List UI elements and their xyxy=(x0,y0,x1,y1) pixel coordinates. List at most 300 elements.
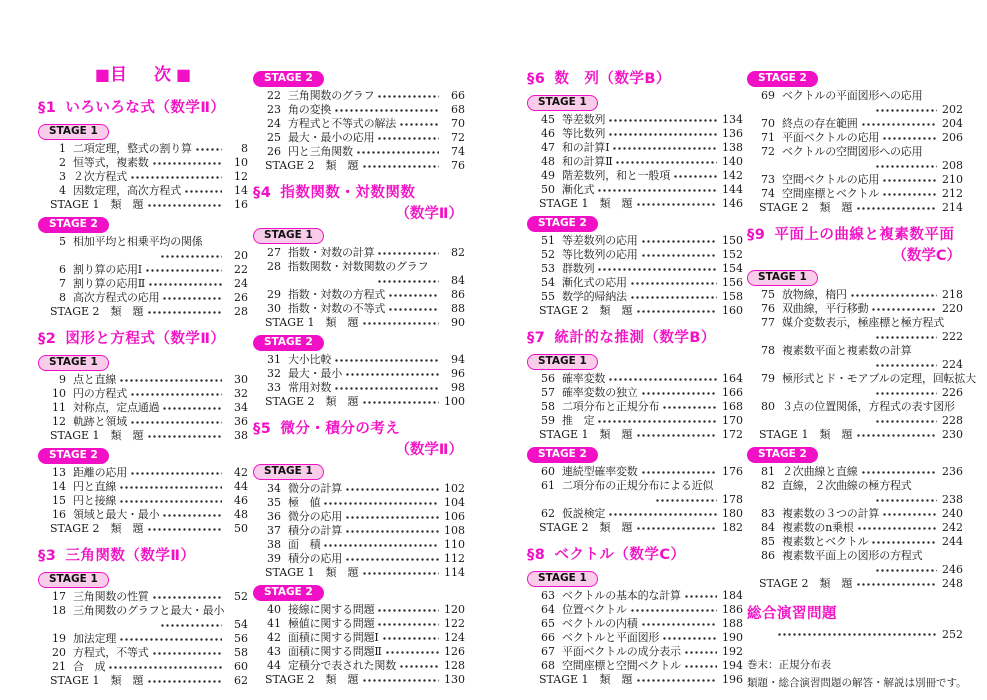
entry-number: 72 xyxy=(761,145,775,158)
dotted-leader xyxy=(875,106,937,115)
section-subject: （数学C） xyxy=(614,547,686,563)
page-number: 114 xyxy=(444,566,465,579)
page-number: 246 xyxy=(942,563,963,576)
page-number: 50 xyxy=(234,522,248,535)
entry-number: 24 xyxy=(267,117,281,130)
entry-number: 3 xyxy=(59,170,66,183)
entry-number: 25 xyxy=(267,131,281,144)
page-number: 32 xyxy=(234,387,248,400)
page-number: 34 xyxy=(234,401,248,414)
entry-number: 45 xyxy=(541,113,555,126)
entry-number: 31 xyxy=(267,353,281,366)
entry-number: 20 xyxy=(52,646,66,659)
entry-title: 複素数とベクトル xyxy=(782,535,869,548)
entry-number: 60 xyxy=(541,465,555,478)
page-number: 48 xyxy=(234,508,248,521)
page-number: 42 xyxy=(234,466,248,479)
page-number: 178 xyxy=(722,493,743,506)
entry-number: 66 xyxy=(541,631,555,644)
page-number: 76 xyxy=(451,159,465,172)
stage-badge: STAGE 1 xyxy=(527,95,598,111)
page-number: 184 xyxy=(722,589,743,602)
similar-problems-label: STAGE 1 類 題 xyxy=(265,316,359,329)
page-number: 58 xyxy=(234,646,248,659)
entry-title: 和の計算Ⅰ xyxy=(562,141,610,154)
page-number: 94 xyxy=(451,353,465,366)
dotted-leader xyxy=(130,418,222,427)
page-number: 24 xyxy=(234,277,248,290)
dotted-leader xyxy=(875,417,937,426)
section-title: いろいろな式 xyxy=(65,100,156,116)
entry-title: 面 積 xyxy=(288,538,321,551)
dotted-leader xyxy=(377,92,439,101)
page-number: 138 xyxy=(722,141,743,154)
dotted-leader xyxy=(334,106,439,115)
entry-number: 50 xyxy=(541,183,555,196)
stage-badge-row xyxy=(527,351,743,370)
entry-number: 56 xyxy=(541,372,555,385)
toc-entry xyxy=(747,549,963,563)
section-title: 三角関数 xyxy=(65,548,126,564)
page-number: 136 xyxy=(722,127,743,140)
dotted-leader xyxy=(184,187,222,196)
section-number: §1 xyxy=(38,100,57,116)
toc-entry xyxy=(253,645,465,659)
toc-entry xyxy=(747,400,963,414)
entry-title: 面積に関する問題Ⅱ xyxy=(288,645,382,658)
dotted-leader xyxy=(615,158,717,167)
stage-badge-row xyxy=(253,461,465,480)
entry-number: 70 xyxy=(761,117,775,130)
dotted-leader xyxy=(388,291,439,300)
entry-title: 軌跡と領域 xyxy=(73,415,127,428)
page-number: 68 xyxy=(451,103,465,116)
entry-number: 35 xyxy=(267,496,281,509)
entry-number: 77 xyxy=(761,316,775,329)
page-number: 176 xyxy=(722,465,743,478)
stage-badge-row xyxy=(38,121,248,140)
entry-title: 極 値 xyxy=(288,496,321,509)
entry-number: 5 xyxy=(59,235,66,248)
similar-problems-label: STAGE 2 類 題 xyxy=(265,159,359,172)
toc-entry xyxy=(38,373,248,387)
page-number: 102 xyxy=(444,482,465,495)
page-number: 100 xyxy=(444,395,465,408)
dotted-leader xyxy=(345,513,439,522)
entry-title: 加法定理 xyxy=(73,632,117,645)
entry-title: 連続型確率変数 xyxy=(562,465,638,478)
stage-badge: STAGE 1 xyxy=(527,354,598,370)
similar-problems-row xyxy=(747,577,963,591)
dotted-leader xyxy=(362,162,439,171)
entry-number: 2 xyxy=(59,156,66,169)
entry-number: 6 xyxy=(59,263,66,276)
page-number: 8 xyxy=(241,142,248,155)
entry-title: 指数・対数の計算 xyxy=(288,246,375,259)
entry-title: 方程式，不等式 xyxy=(73,646,149,659)
dotted-leader xyxy=(362,676,439,685)
similar-problems-label: STAGE 1 類 題 xyxy=(539,197,633,210)
toc-entry xyxy=(747,89,963,103)
page-number: 182 xyxy=(722,521,743,534)
entry-title: 等差数列の応用 xyxy=(562,234,638,247)
dotted-leader xyxy=(641,251,717,260)
toc-entry xyxy=(38,508,248,522)
page-number: 186 xyxy=(722,603,743,616)
section-number: §3 xyxy=(38,548,57,564)
section-heading xyxy=(38,330,248,349)
page-number: 52 xyxy=(234,590,248,603)
entry-number: 37 xyxy=(267,524,281,537)
toc-entry xyxy=(747,507,963,521)
entry-title: 仮説検定 xyxy=(562,507,606,520)
page-number: 46 xyxy=(234,494,248,507)
entry-title: 微分の計算 xyxy=(288,482,342,495)
similar-problems-label: STAGE 1 類 題 xyxy=(50,429,144,442)
stage-badge-row xyxy=(527,213,743,232)
dotted-leader xyxy=(612,144,717,153)
toc-entry xyxy=(253,367,465,381)
toc-entry xyxy=(527,617,743,631)
dotted-leader xyxy=(630,606,717,615)
stage-badge: STAGE 2 xyxy=(253,335,324,351)
entry-number: 64 xyxy=(541,603,555,616)
dotted-leader xyxy=(362,398,439,407)
entry-number: 30 xyxy=(267,302,281,315)
entry-number: 33 xyxy=(267,381,281,394)
stage-badge: STAGE 2 xyxy=(747,447,818,463)
stage-badge: STAGE 2 xyxy=(527,447,598,463)
entry-title: 三角関数の性質 xyxy=(73,590,149,603)
entry-number: 38 xyxy=(267,538,281,551)
entry-title: 等比数列 xyxy=(562,127,606,140)
page-number: 168 xyxy=(722,400,743,413)
similar-problems-row xyxy=(527,673,743,687)
section-subject: （数学Ⅱ） xyxy=(155,331,226,347)
dotted-leader xyxy=(630,293,717,302)
dotted-leader xyxy=(362,569,439,578)
entry-title: 指数・対数の不等式 xyxy=(288,302,386,315)
entry-number: 68 xyxy=(541,659,555,672)
toc-entry xyxy=(527,645,743,659)
toc-entry xyxy=(38,415,248,429)
page-number: 160 xyxy=(722,304,743,317)
toc-entry xyxy=(253,659,465,673)
section-title: 図形と方程式 xyxy=(65,331,156,347)
page-number: 206 xyxy=(942,131,963,144)
page-number: 180 xyxy=(722,507,743,520)
toc-entry xyxy=(747,372,976,386)
entry-title: ベクトルの内積 xyxy=(562,617,638,630)
dotted-leader xyxy=(377,606,439,615)
entry-number: 67 xyxy=(541,645,555,658)
toc-entry xyxy=(253,381,465,395)
entry-continuation xyxy=(38,249,248,263)
dotted-leader xyxy=(608,116,717,125)
dotted-leader xyxy=(385,648,439,657)
toc-entry xyxy=(253,103,465,117)
page-number: 104 xyxy=(444,496,465,509)
section-heading xyxy=(38,547,248,566)
similar-problems-row xyxy=(527,304,743,318)
similar-problems-row xyxy=(253,316,465,330)
entry-title: 平面ベクトルの成分表示 xyxy=(562,645,681,658)
toc-entry xyxy=(253,552,465,566)
title-square-decoration: ■ xyxy=(176,65,192,84)
entry-title: 階差数列，和と一般項 xyxy=(562,169,670,182)
entry-number: 34 xyxy=(267,482,281,495)
entry-title: ベクトルの基本的な計算 xyxy=(562,589,681,602)
page-number: 146 xyxy=(722,197,743,210)
entry-title: 割り算の応用Ⅱ xyxy=(73,277,146,290)
toc-entry xyxy=(527,372,743,386)
entry-number: 22 xyxy=(267,89,281,102)
section-title: 指数関数・対数関数 xyxy=(280,185,416,201)
entry-title: 相加平均と相乗平均の関係 xyxy=(73,235,203,248)
stage-badge: STAGE 2 xyxy=(38,448,109,464)
page-number: 28 xyxy=(234,305,248,318)
page-number: 14 xyxy=(234,184,248,197)
entry-number: 16 xyxy=(52,508,66,521)
similar-problems-row xyxy=(527,521,743,535)
page-number: 72 xyxy=(451,131,465,144)
entry-number: 54 xyxy=(541,276,555,289)
entry-number: 78 xyxy=(761,344,775,357)
entry-number: 9 xyxy=(59,373,66,386)
entry-number: 1 xyxy=(59,142,66,155)
dotted-leader xyxy=(119,376,222,385)
entry-title: 最大・最小の応用 xyxy=(288,131,375,144)
toc-entry xyxy=(747,521,963,535)
stage-badge-row xyxy=(527,568,743,587)
toc-entry xyxy=(38,480,248,494)
page-number: 208 xyxy=(942,159,963,172)
toc-entry xyxy=(527,169,743,183)
toc-entry xyxy=(38,235,248,249)
dotted-leader xyxy=(377,620,439,629)
entry-title: 円と接線 xyxy=(73,494,117,507)
entry-title: 複素数平面と複素数の計算 xyxy=(782,344,912,357)
entry-number: 63 xyxy=(541,589,555,602)
entry-number: 81 xyxy=(761,465,775,478)
entry-number: 80 xyxy=(761,400,775,413)
page-number: 210 xyxy=(942,173,963,186)
page-number: 128 xyxy=(444,659,465,672)
page-number: 66 xyxy=(451,89,465,102)
entry-number: 61 xyxy=(541,479,555,492)
dotted-leader xyxy=(147,308,222,317)
page-number: 20 xyxy=(234,249,248,262)
entry-continuation xyxy=(747,358,963,372)
page-number: 44 xyxy=(234,480,248,493)
toc-entry xyxy=(747,316,963,330)
dotted-leader xyxy=(362,319,439,328)
dotted-leader xyxy=(162,511,222,520)
dotted-leader xyxy=(108,663,222,672)
toc-entry xyxy=(527,183,743,197)
toc-entry xyxy=(527,659,743,673)
toc-entry xyxy=(253,510,465,524)
dotted-leader xyxy=(334,356,439,365)
toc-entry xyxy=(527,290,743,304)
dotted-leader xyxy=(377,134,439,143)
entry-number: 7 xyxy=(59,277,66,290)
page-number: 88 xyxy=(451,302,465,315)
toc-entry xyxy=(253,538,465,552)
entry-title: 平面ベクトルの応用 xyxy=(782,131,880,144)
stage-badge: STAGE 2 xyxy=(38,217,109,233)
dotted-leader xyxy=(641,620,717,629)
toc-entry xyxy=(747,117,963,131)
entry-continuation xyxy=(747,103,963,117)
dotted-leader xyxy=(377,277,439,286)
dotted-leader xyxy=(875,496,937,505)
entry-title: 合 成 xyxy=(73,660,106,673)
entry-continuation xyxy=(747,330,963,344)
stage-badge: STAGE 2 xyxy=(253,71,324,87)
entry-title: 極形式とド・モアブルの定理，回転拡大 xyxy=(782,372,976,385)
page-number: 212 xyxy=(942,187,963,200)
dotted-leader xyxy=(882,176,937,185)
entry-title: 確率変数の独立 xyxy=(562,386,638,399)
toc-entry xyxy=(38,632,248,646)
page-number: 172 xyxy=(722,428,743,441)
stage-badge-row xyxy=(747,444,963,463)
entry-title: 群数列 xyxy=(562,262,595,275)
toc-column-4 xyxy=(747,66,976,691)
dotted-leader xyxy=(655,496,717,505)
final-section-title: 総合演習問題 xyxy=(747,606,837,622)
page-number: 112 xyxy=(444,552,465,565)
stage-badge: STAGE 2 xyxy=(253,585,324,601)
toc-entry xyxy=(38,401,248,415)
dotted-leader xyxy=(345,527,439,536)
similar-problems-row xyxy=(38,429,248,443)
toc-entry xyxy=(38,660,248,674)
dotted-leader xyxy=(608,130,717,139)
similar-problems-label: STAGE 2 類 題 xyxy=(265,395,359,408)
dotted-leader xyxy=(152,593,222,602)
dotted-leader xyxy=(195,145,222,154)
toc-entry xyxy=(747,187,963,201)
dotted-leader xyxy=(871,538,937,547)
page-number: 96 xyxy=(451,367,465,380)
similar-problems-label: STAGE 2 類 題 xyxy=(539,521,633,534)
dotted-leader xyxy=(345,370,439,379)
final-section-heading xyxy=(747,605,963,624)
similar-problems-label: STAGE 2 類 題 xyxy=(759,201,853,214)
entry-continuation xyxy=(253,274,465,288)
entry-title: 定積分で表された関数 xyxy=(288,659,396,672)
entry-title: 位置ベクトル xyxy=(562,603,627,616)
page-number: 82 xyxy=(451,246,465,259)
section-heading xyxy=(253,420,465,439)
toc-entry xyxy=(527,113,743,127)
dotted-leader xyxy=(399,120,439,129)
dotted-leader xyxy=(130,469,222,478)
similar-problems-label: STAGE 2 類 題 xyxy=(50,522,144,535)
entry-title: 高次方程式の応用 xyxy=(73,291,160,304)
page-number: 144 xyxy=(722,183,743,196)
similar-problems-row xyxy=(253,673,465,687)
section-number: §2 xyxy=(38,331,57,347)
toc-entry xyxy=(38,291,248,305)
dotted-leader xyxy=(673,172,717,181)
footnote: 類題・総合演習問題の解答・解説は別冊です。 xyxy=(747,677,967,689)
toc-entry xyxy=(747,302,963,316)
entry-title: 面積に関する問題Ⅰ xyxy=(288,631,379,644)
entry-number: 48 xyxy=(541,155,555,168)
entry-number: 74 xyxy=(761,187,775,200)
entry-number: 13 xyxy=(52,466,66,479)
dotted-leader xyxy=(636,524,717,533)
similar-problems-label: STAGE 2 類 題 xyxy=(539,304,633,317)
page-title-text: 目 次 xyxy=(110,65,176,85)
dotted-leader xyxy=(875,389,937,398)
page-number: 196 xyxy=(722,673,743,686)
entry-title: 双曲線，平行移動 xyxy=(782,302,869,315)
dotted-leader xyxy=(162,294,222,303)
entry-number: 52 xyxy=(541,248,555,261)
entry-number: 14 xyxy=(52,480,66,493)
entry-number: 55 xyxy=(541,290,555,303)
section-subject: （数学B） xyxy=(599,71,671,87)
toc-entry xyxy=(38,646,248,660)
toc-entry xyxy=(253,617,465,631)
dotted-leader xyxy=(334,384,439,393)
dotted-leader xyxy=(152,159,222,168)
stage-badge-row xyxy=(38,445,248,464)
toc-entry xyxy=(38,277,248,291)
page-number: 244 xyxy=(942,535,963,548)
page-number: 222 xyxy=(942,330,963,343)
entry-title: ２次方程式 xyxy=(73,170,127,183)
entry-title: 恒等式，複素数 xyxy=(73,156,149,169)
similar-problems-label: STAGE 1 類 題 xyxy=(539,673,633,686)
section-number: §5 xyxy=(253,421,272,437)
entry-title: 複素数のn乗根 xyxy=(782,521,854,534)
entry-number: 57 xyxy=(541,386,555,399)
section-subject: （数学Ⅱ） xyxy=(125,548,196,564)
stage-badge-row xyxy=(253,68,465,87)
dotted-leader xyxy=(861,120,937,129)
similar-problems-row xyxy=(527,428,743,442)
footnote: 巻末：正規分布表 xyxy=(747,659,831,671)
toc-entry xyxy=(527,262,743,276)
toc-entry xyxy=(747,535,963,549)
toc-entry xyxy=(253,288,465,302)
dotted-leader xyxy=(882,190,937,199)
page-number: 220 xyxy=(942,302,963,315)
dotted-leader xyxy=(684,592,717,601)
stage-badge: STAGE 1 xyxy=(747,270,818,286)
page-number: 106 xyxy=(444,510,465,523)
page-title xyxy=(38,62,248,88)
stage-badge: STAGE 1 xyxy=(527,571,598,587)
entry-number: 8 xyxy=(59,291,66,304)
stage-badge-row xyxy=(253,582,465,601)
entry-title: 円と三角関数 xyxy=(288,145,353,158)
similar-problems-row xyxy=(38,198,248,212)
entry-title: 複素数の３つの計算 xyxy=(782,507,880,520)
dotted-leader xyxy=(850,291,937,300)
dotted-leader xyxy=(875,566,937,575)
toc-entry xyxy=(527,631,743,645)
entry-number: 85 xyxy=(761,535,775,548)
toc-entry xyxy=(253,246,465,260)
entry-number: 27 xyxy=(267,246,281,259)
page-number: 70 xyxy=(451,117,465,130)
